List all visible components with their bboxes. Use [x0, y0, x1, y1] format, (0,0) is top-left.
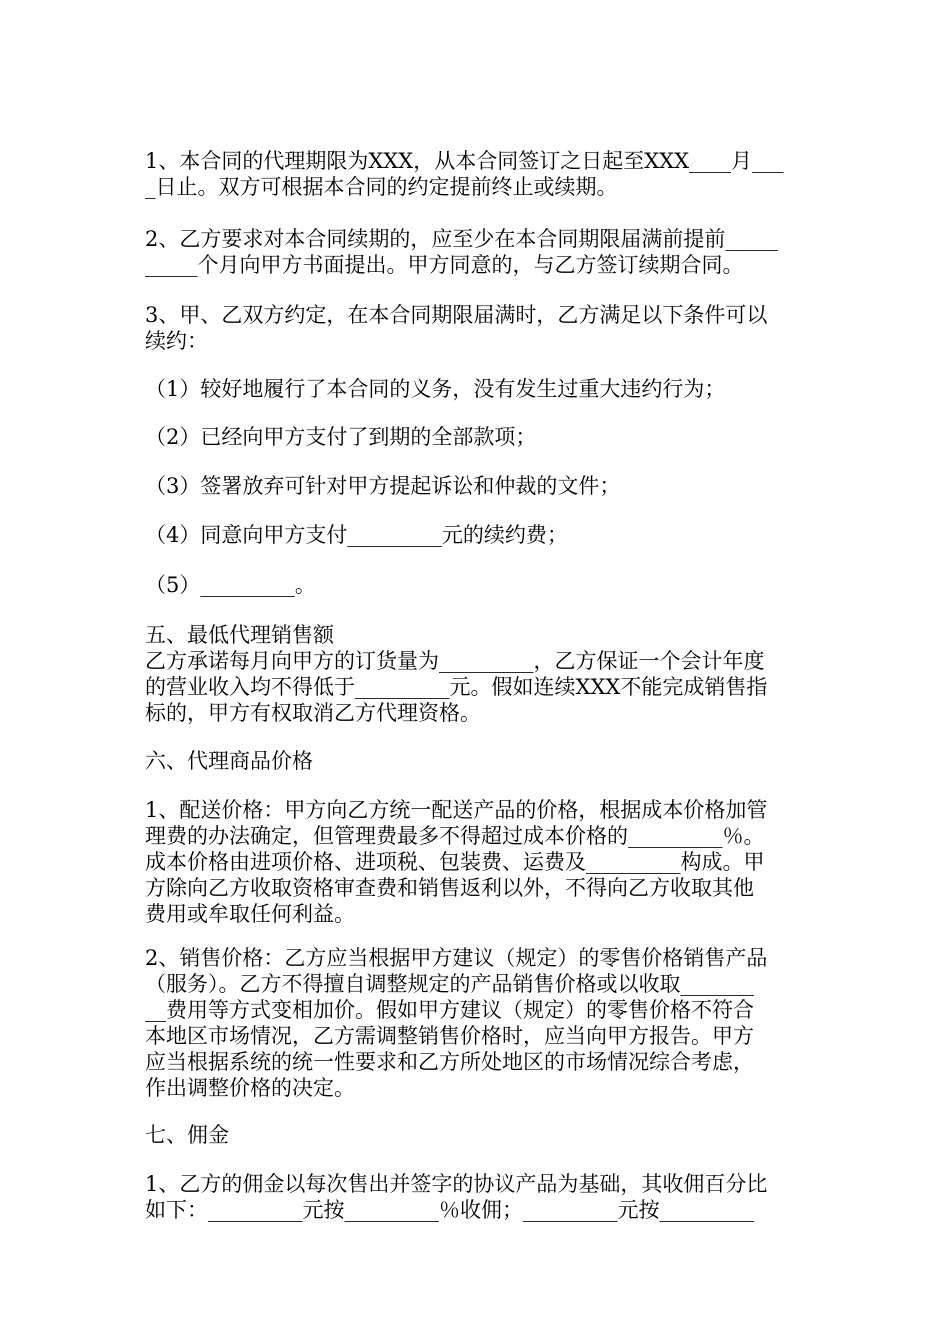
- text-line: （服务）。乙方不得擅自调整规定的产品销售价格或以收取_______: [145, 972, 754, 996]
- text-line: 本地区市场情况，乙方需调整销售价格时，应当向甲方报告。甲方: [145, 1024, 754, 1048]
- section-heading: 五、最低代理销售额: [145, 623, 334, 647]
- text-line: 2、乙方要求对本合同续期的，应至少在本合同期限届满前提前_____: [145, 227, 778, 251]
- text-line: 费用或牟取任何利益。: [145, 902, 355, 926]
- text-line: 3、甲、乙双方约定，在本合同期限届满时，乙方满足以下条件可以: [145, 303, 768, 327]
- list-item: （4）同意向甲方支付_________元的续约费；: [145, 523, 568, 547]
- text-line: 理费的办法确定，但管理费最多不得超过成本价格的_________％。: [145, 824, 765, 848]
- text-line: 如下：_________元按_________％收佣；_________元按_________: [145, 1198, 754, 1222]
- text-line: 的营业收入均不得低于_________元。假如连续XXX不能完成销售指: [145, 675, 768, 699]
- text-line: 作出调整价格的决定。: [145, 1076, 355, 1100]
- text-line: 乙方承诺每月向甲方的订货量为_________，乙方保证一个会计年度: [145, 649, 765, 673]
- text-line: 1、配送价格：甲方向乙方统一配送产品的价格，根据成本价格加管: [145, 798, 768, 822]
- text-line: 2、销售价格：乙方应当根据甲方建议（规定）的零售价格销售产品: [145, 946, 768, 970]
- text-line: _日止。双方可根据本合同的约定提前终止或续期。: [145, 175, 618, 199]
- text-line: 标的，甲方有权取消乙方代理资格。: [145, 701, 481, 725]
- text-line: 成本价格由进项价格、进项税、包装费、运费及_________构成。甲: [145, 850, 765, 874]
- section-heading: 六、代理商品价格: [145, 749, 313, 773]
- list-item: （1）较好地履行了本合同的义务，没有发生过重大违约行为；: [145, 377, 726, 401]
- list-item: （2）已经向甲方支付了到期的全部款项；: [145, 425, 537, 449]
- text-line: 续约：: [145, 329, 208, 353]
- text-line: __费用等方式变相加价。假如甲方建议（规定）的零售价格不符合: [145, 998, 754, 1022]
- list-item: （3）签署放弃可针对甲方提起诉讼和仲裁的文件；: [145, 474, 621, 498]
- text-line: _____个月向甲方书面提出。甲方同意的，与乙方签订续期合同。: [145, 253, 744, 277]
- text-line: 方除向乙方收取资格审查费和销售返利以外，不得向乙方收取其他: [145, 876, 754, 900]
- text-line: 1、本合同的代理期限为XXX，从本合同签订之日起至XXX____月___: [145, 149, 784, 173]
- section-heading: 七、佣金: [145, 1123, 229, 1147]
- text-line: 1、乙方的佣金以每次售出并签字的协议产品为基础，其收佣百分比: [145, 1172, 768, 1196]
- list-item: （5）_________。: [145, 573, 316, 597]
- text-line: 应当根据系统的统一性要求和乙方所处地区的市场情况综合考虑，: [145, 1050, 754, 1074]
